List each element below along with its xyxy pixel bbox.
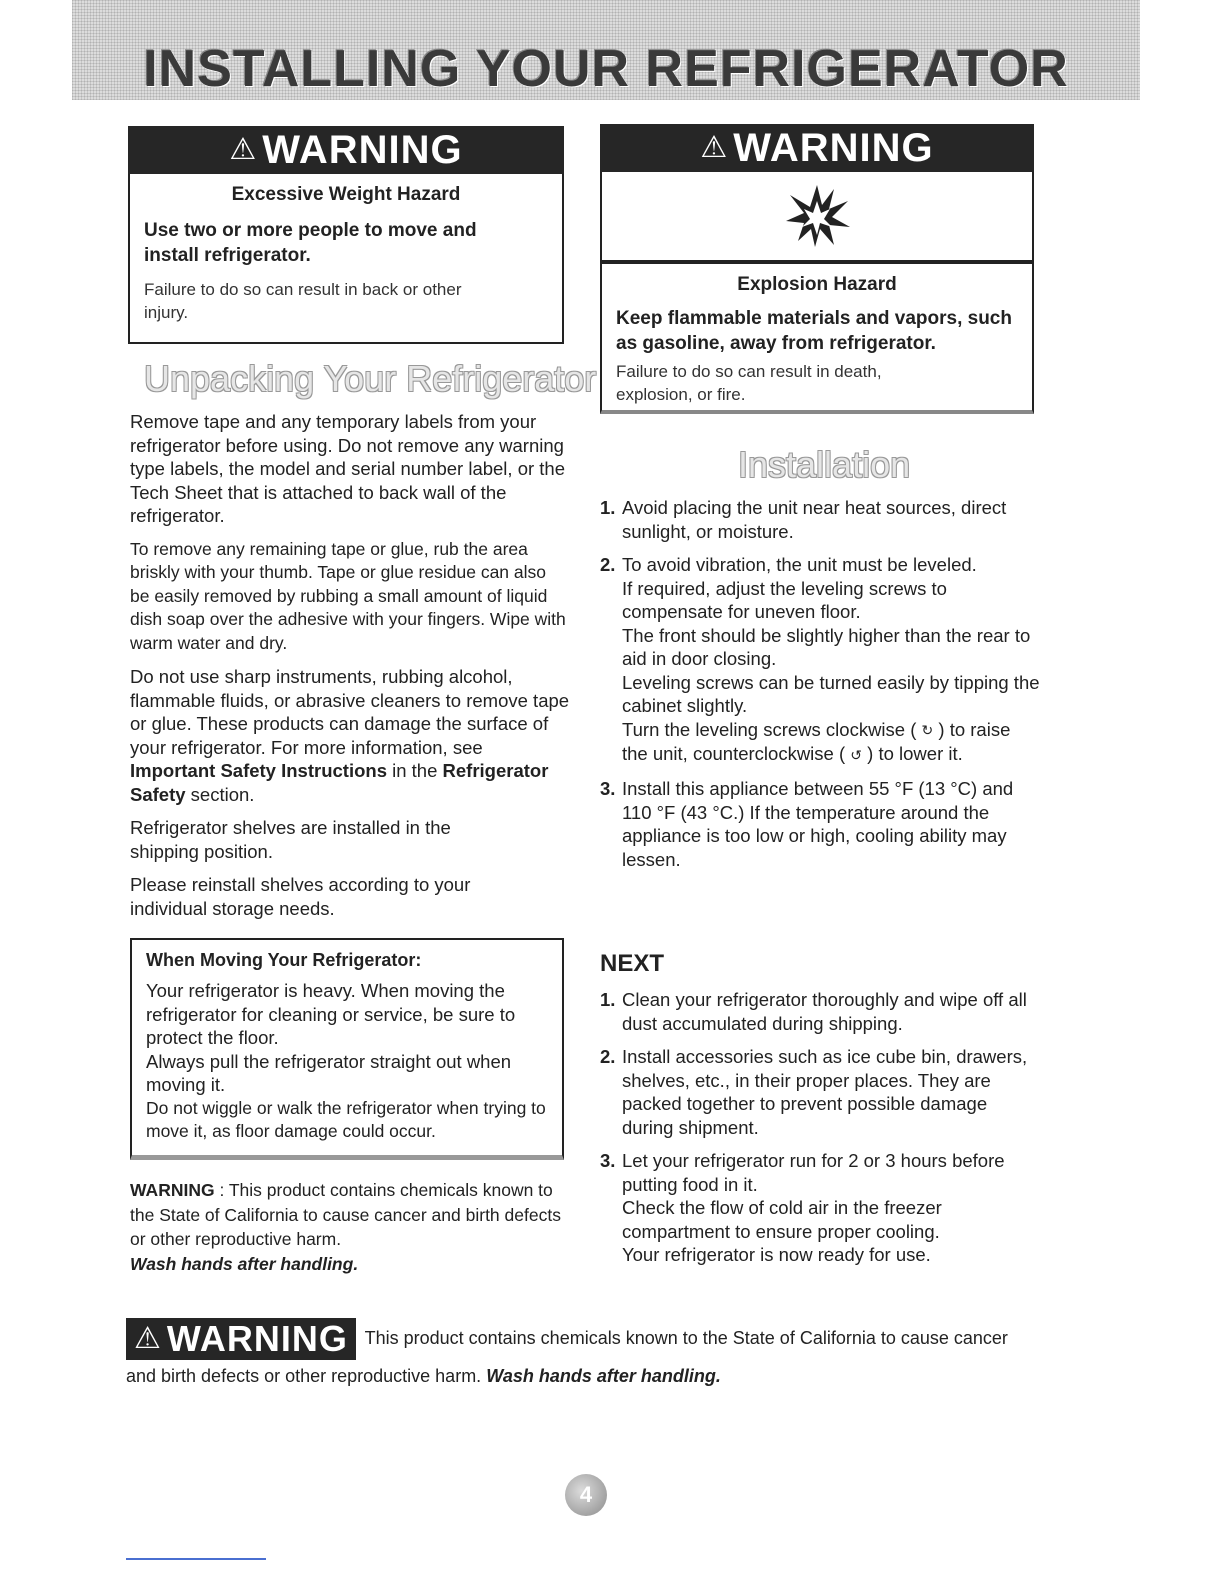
step-text: Install this appliance between 55 °F (13 °C) and 110 °F (43 °C.) If the temperature around the appliance is too low or high, cooling ability may lessen.	[622, 778, 1014, 870]
prop65-warning	[130, 1178, 570, 1276]
bottom-warning-wash: Wash hands after handling.	[486, 1366, 721, 1386]
moving-title: When Moving Your Refrigerator:	[146, 950, 422, 970]
step-number: 1.	[600, 989, 616, 1010]
safety-instructions-reference: Important Safety Instructions	[130, 760, 387, 781]
next-step	[600, 988, 1040, 1035]
unpacking-text: in the	[392, 760, 438, 781]
title-banner	[72, 0, 1140, 100]
step-text: ) to lower it.	[867, 743, 963, 765]
prop65-label: WARNING	[130, 1180, 215, 1200]
weight-warning-instruction: Use two or more people to move and install refrigerator.	[144, 220, 477, 266]
step-text: Turn the leveling screws clockwise (	[622, 718, 917, 740]
step-text: Clean your refrigerator thoroughly and wipe off all dust accumulated during shipping.	[622, 989, 1027, 1034]
unpacking-paragraph: To remove any remaining tape or glue, rub the area briskly with your thumb. Tape or glue residue can also be easily removed by rubbing a small amount of liquid dish soap over the adhesive with your fingers. Wipe with warm water and dry.	[130, 538, 566, 653]
step-text: Avoid placing the unit near heat sources, direct sunlight, or moisture.	[622, 497, 1007, 542]
unpacking-paragraph: Please reinstall shelves according to your individual storage needs.	[130, 874, 471, 919]
installation-section	[600, 496, 1040, 881]
explosion-warning-box	[600, 262, 1034, 414]
step-text: The front should be slightly higher than the rear to aid in door closing.	[622, 624, 1031, 669]
refrigerator-safety-reference: Refrigerator Safety	[130, 760, 549, 805]
step-number: 2.	[600, 554, 616, 575]
bottom-warning-text: This product contains chemicals known to the State of California to cause cancer and birth defects or other reproductive harm.	[126, 1327, 1008, 1386]
moving-text: Do not wiggle or walk the refrigerator when trying to move it, as floor damage could occur.	[146, 1097, 546, 1141]
explosion-warning-header	[600, 124, 1034, 172]
warning-label: WARNING	[733, 125, 934, 170]
moving-text: Always pull the refrigerator straight out when moving it.	[146, 1050, 512, 1095]
bottom-warning-header	[126, 1318, 356, 1360]
step-text: If required, adjust the leveling screws to compensate for uneven floor.	[622, 577, 947, 622]
step-text	[622, 718, 1040, 768]
explosion-warning-instruction: Keep flammable materials and vapors, such as gasoline, away from refrigerator.	[616, 308, 1012, 354]
step-text: Check the flow of cold air in the freezer compartment to ensure proper cooling.	[622, 1197, 942, 1242]
page-title: INSTALLING YOUR REFRIGERATOR	[143, 40, 1069, 98]
step-text: Install accessories such as ice cube bin, drawers, shelves, etc., in their proper places. They are packed together to prevent possible damage during shipment.	[622, 1046, 1028, 1138]
step-number: 3.	[600, 778, 616, 800]
step-content	[622, 553, 1040, 767]
step-text: Let your refrigerator run for 2 or 3 hours before putting food in it.	[622, 1150, 1005, 1195]
weight-warning-box	[128, 174, 564, 344]
weight-warning-consequence: Failure to do so can result in back or other injury.	[144, 280, 462, 322]
step-text: To avoid vibration, the unit must be leveled.	[622, 554, 977, 575]
counterclockwise-rotation-icon: ↺	[850, 746, 863, 763]
prop65-text: : This product contains chemicals known to the State of California to cause cancer and birth defects or other reproductive harm.	[130, 1180, 561, 1249]
bottom-warning	[126, 1318, 1026, 1392]
warning-label: WARNING	[262, 127, 463, 172]
page-number: 4	[565, 1474, 607, 1516]
unpacking-text: Do not use sharp instruments, rubbing alcohol, flammable fluids, or abrasive cleaners to remove tape or glue. These products can damage the surface of your refrigerator. For more information, see	[130, 666, 570, 758]
warning-triangle-icon: ⚠	[134, 1322, 161, 1355]
next-step	[600, 1045, 1040, 1139]
step-number: 1.	[600, 497, 616, 518]
installation-steps	[600, 496, 1040, 871]
explosion-icon	[782, 181, 852, 251]
installation-heading: Installation	[738, 444, 911, 485]
weight-warning-title: Excessive Weight Hazard	[231, 184, 461, 205]
explosion-icon-box	[600, 172, 1034, 262]
warning-triangle-icon: ⚠	[229, 133, 257, 166]
step-text: Your refrigerator is now ready for use.	[622, 1244, 931, 1265]
unpacking-heading: Unpacking Your Refrigerator	[144, 358, 597, 399]
step-text: ) to raise the unit, counterclockwise (	[622, 718, 1011, 765]
warning-triangle-icon: ⚠	[700, 131, 728, 164]
next-steps	[600, 988, 1040, 1267]
weight-warning-header	[128, 126, 564, 174]
installation-step	[600, 496, 1040, 543]
step-number: 3.	[600, 1150, 616, 1171]
unpacking-text: section.	[190, 783, 255, 805]
clockwise-rotation-icon: ↻	[921, 721, 934, 738]
step-content	[622, 1149, 1040, 1267]
unpacking-section	[130, 410, 570, 930]
unpacking-paragraph	[130, 665, 570, 806]
next-step	[600, 1149, 1040, 1267]
next-section	[600, 988, 1040, 1277]
unpacking-paragraph: Refrigerator shelves are installed in the shipping position.	[130, 817, 451, 862]
step-text: Leveling screws can be turned easily by tipping the cabinet slightly.	[622, 671, 1040, 716]
next-heading: NEXT	[600, 950, 665, 977]
moving-text: Your refrigerator is heavy. When moving the refrigerator for cleaning or service, be sure to protect the floor.	[146, 980, 516, 1048]
warning-label: WARNING	[166, 1318, 348, 1359]
footer-divider	[126, 1558, 266, 1560]
unpacking-paragraph: Remove tape and any temporary labels from your refrigerator before using. Do not remove any warning type labels, the model and serial number label, or the Tech Sheet that is attached to back wall of the refrigerator.	[130, 411, 566, 526]
explosion-warning-title: Explosion Hazard	[737, 274, 897, 295]
installation-step	[600, 777, 1040, 871]
moving-box	[130, 938, 564, 1160]
explosion-warning-consequence: Failure to do so can result in death, explosion, or fire.	[616, 362, 882, 404]
installation-step	[600, 553, 1040, 767]
step-number: 2.	[600, 1046, 616, 1067]
prop65-wash: Wash hands after handling.	[130, 1253, 359, 1274]
